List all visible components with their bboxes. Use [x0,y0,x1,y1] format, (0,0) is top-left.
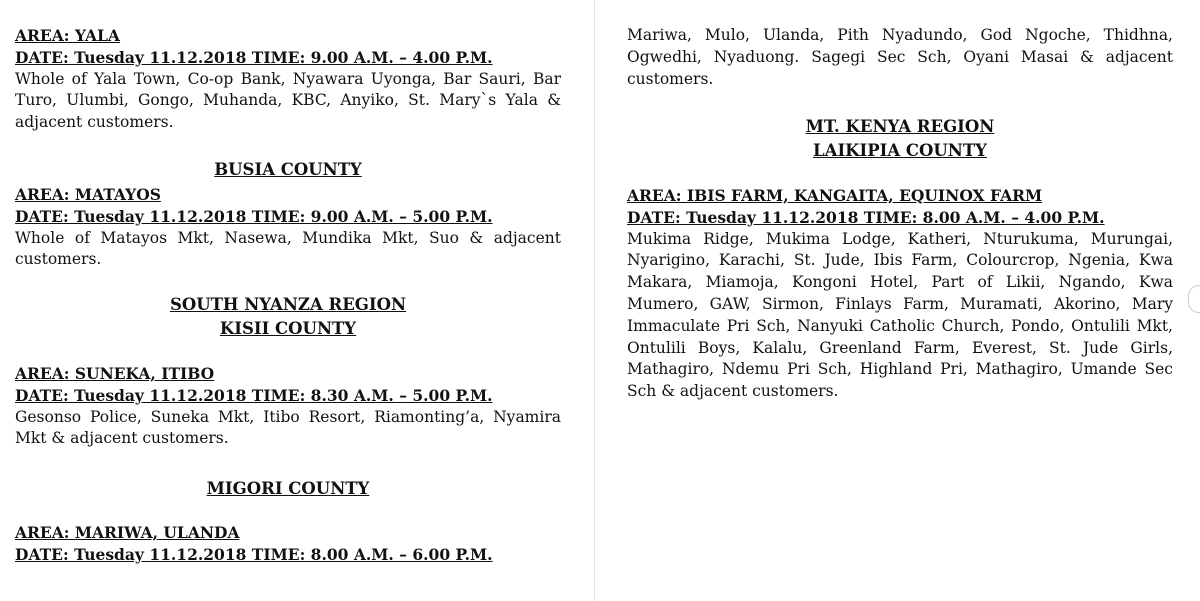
busia-section [15,158,561,271]
area-label: AREA: SUNEKA, ITIBO [15,364,215,383]
scroll-handle[interactable] [1188,285,1200,313]
area-label: AREA: YALA [15,26,120,45]
county-heading: MIGORI COUNTY [206,479,370,498]
region-heading: MT. KENYA REGION [805,117,995,136]
region-heading: SOUTH NYANZA REGION [169,295,407,314]
date-time-label: DATE: Tuesday 11.12.2018 TIME: 9.00 A.M. – 5.00 P.M. [15,206,493,226]
affected-areas-text: Mariwa, Mulo, Ulanda, Pith Nyadundo, God Ngoche, Thidhna, Ogwedhi, Nyaduong. Sagegi Sec Sch, Oyani Masai & adjacent customers. [627,26,1173,88]
date-time-label: DATE: Tuesday 11.12.2018 TIME: 8.00 A.M. – 4.00 P.M. [627,207,1105,227]
date-time-label: DATE: Tuesday 11.12.2018 TIME: 8.00 A.M. – 6.00 P.M. [15,544,493,564]
affected-areas-text: Whole of Matayos Mkt, Nasewa, Mundika Mkt, Suo & adjacent customers. [15,228,561,269]
county-heading: KISII COUNTY [219,319,357,338]
county-heading: BUSIA COUNTY [214,160,362,179]
county-heading: LAIKIPIA COUNTY [813,141,987,160]
yala-section [15,25,561,134]
migori-section [15,477,561,566]
area-label: AREA: IBIS FARM, KANGAITA, EQUINOX FARM [627,186,1043,205]
migori-continued-section [627,25,1173,90]
affected-areas-text: Gesonso Police, Suneka Mkt, Itibo Resort, Riamonting’a, Nyamira Mkt & adjacent customers. [15,407,561,448]
area-label: AREA: MATAYOS [15,185,161,204]
mt-kenya-section [627,115,1173,403]
date-time-label: DATE: Tuesday 11.12.2018 TIME: 8.30 A.M. – 5.00 P.M. [15,385,493,405]
column-divider [594,0,595,601]
south-nyanza-section [15,293,561,450]
affected-areas-text: Whole of Yala Town, Co-op Bank, Nyawara Uyonga, Bar Sauri, Bar Turo, Ulumbi, Gongo, Muhanda, KBC, Anyiko, St. Mary`s Yala & adjacent customers. [15,69,561,132]
date-time-label: DATE: Tuesday 11.12.2018 TIME: 9.00 A.M. – 4.00 P.M. [15,47,493,67]
affected-areas-text: Mukima Ridge, Mukima Lodge, Katheri, Nturukuma, Murungai, Nyarigino, Karachi, St. Jude, Ibis Farm, Colourcrop, Ngenia, Kwa Makara, Miamoja, Kongoni Hotel, Part of Likii, Ngando, Kwa Mumero, GAW, Sirmon, Finlays Farm, Muramati, Akorino, Mary Immaculate Pri Sch, Nanyuki Catholic Church, Pondo, Ontulili Mkt, Ontulili Boys, Kalalu, Greenland Farm, Everest, St. Jude Girls, Mathagiro, Ndemu Pri Sch, Highland Pri, Mathagiro, Umande Sec Sch & adjacent customers. [627,229,1173,401]
area-label: AREA: MARIWA, ULANDA [15,523,240,542]
